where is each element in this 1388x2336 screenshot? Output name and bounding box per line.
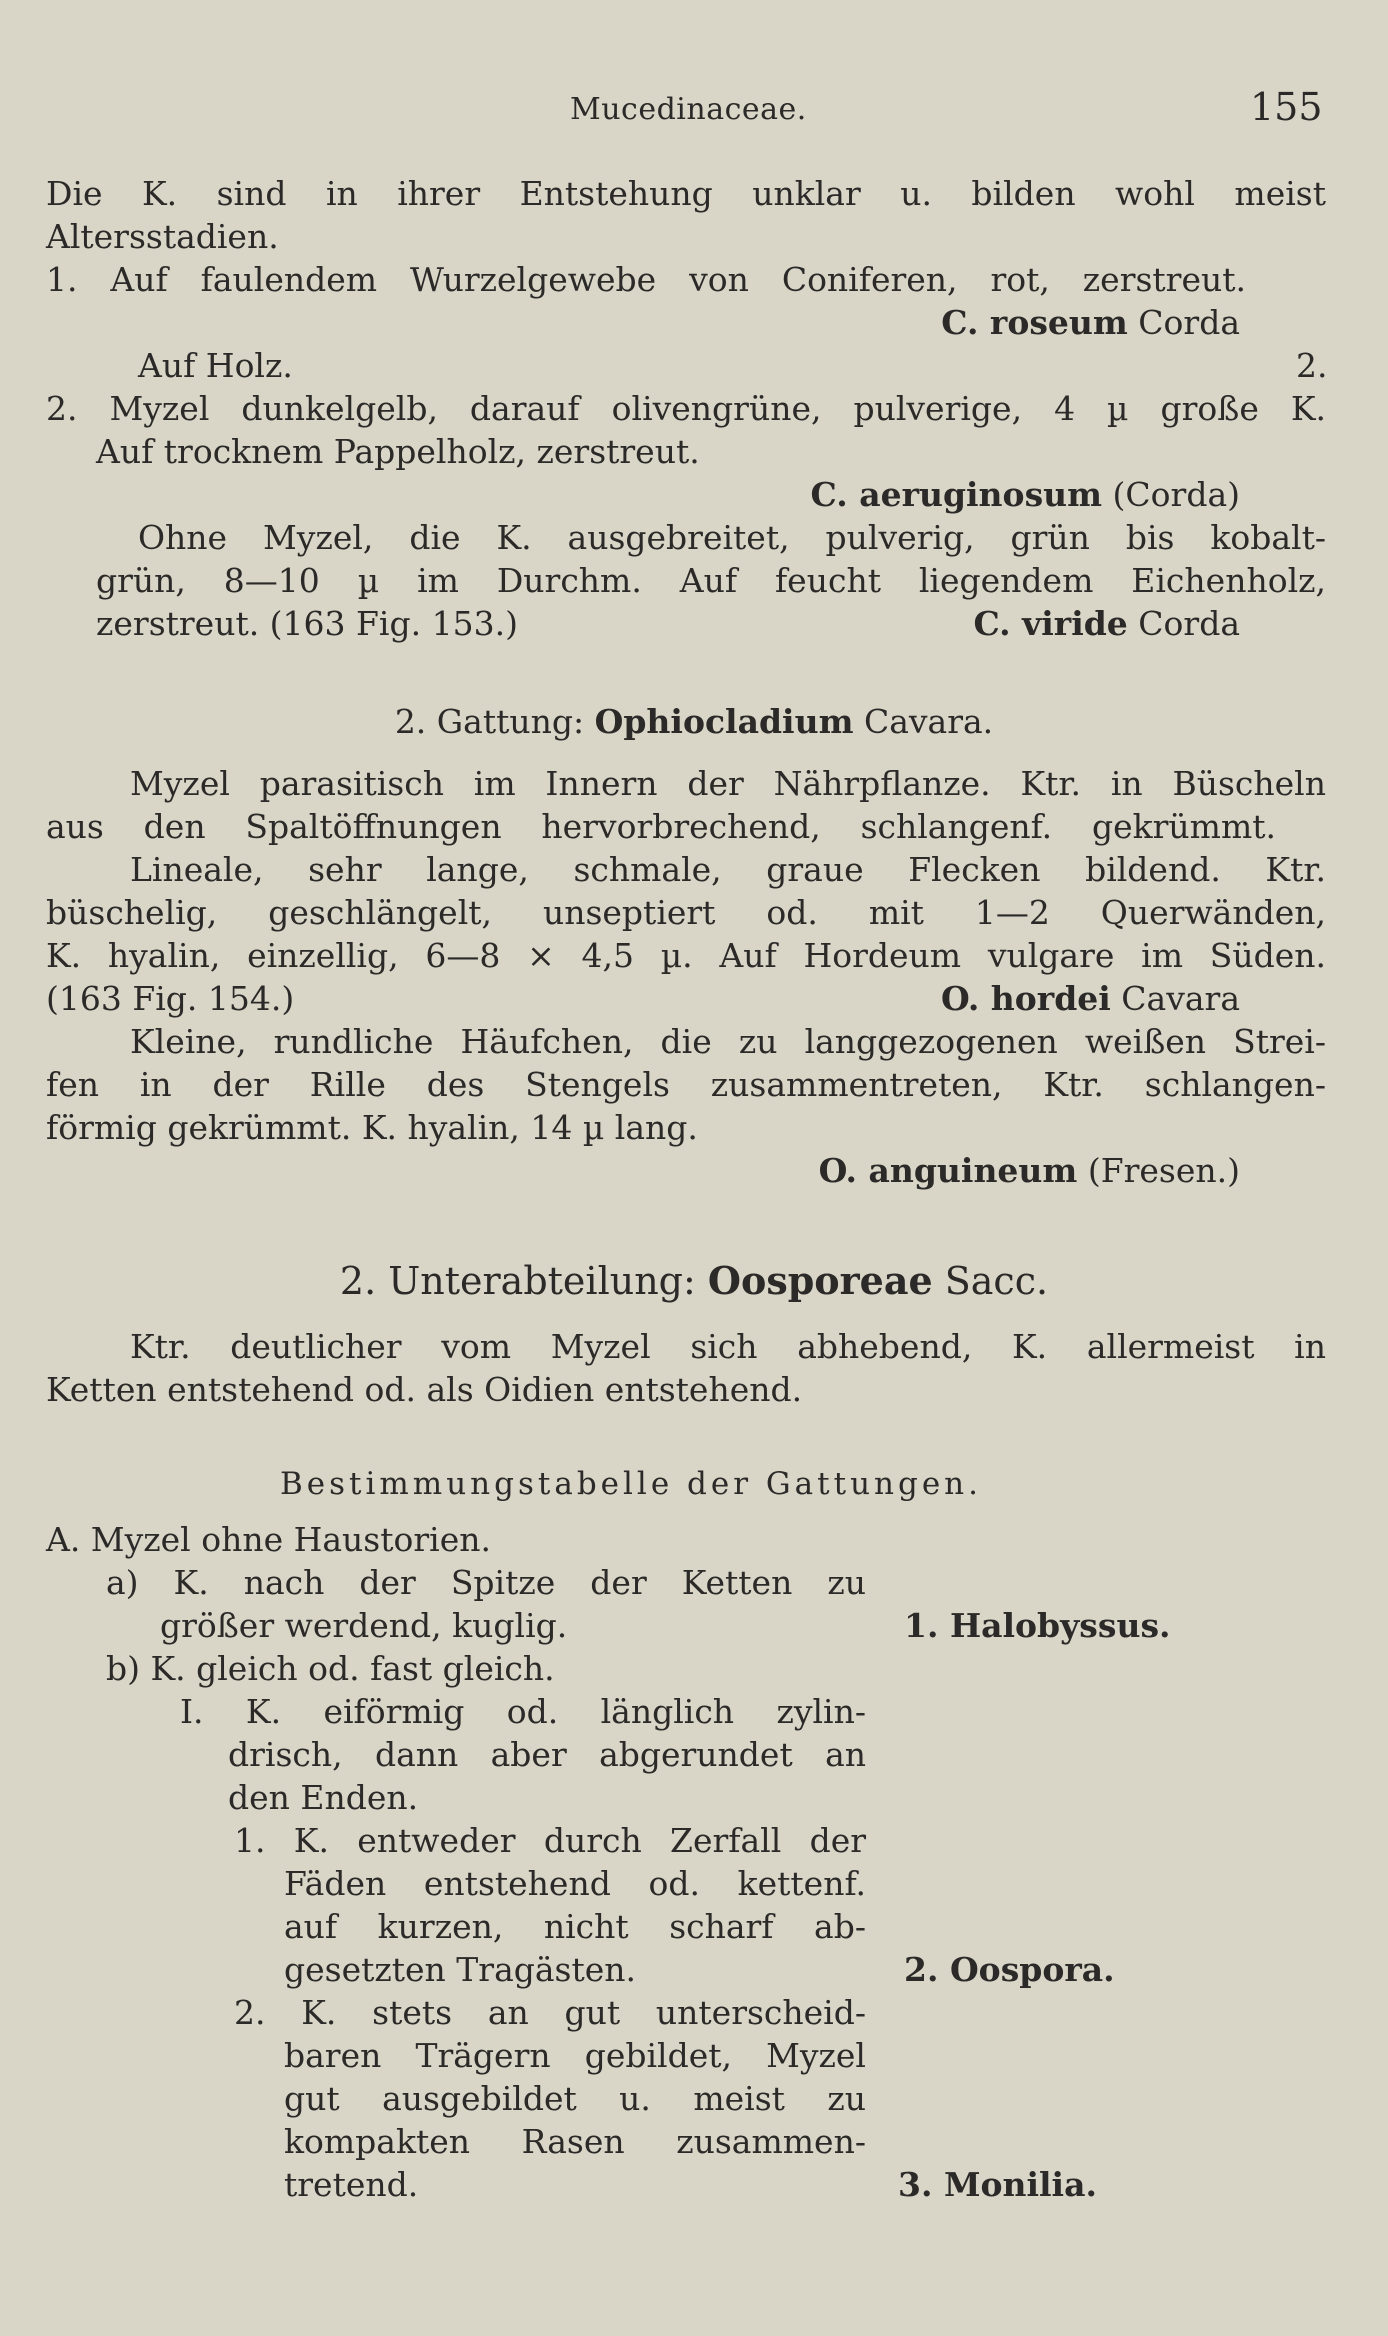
text-line: Lineale, sehr lange, schmale, graue Flecken bildend. Ktr. [130, 850, 1326, 889]
text-line: 1. Auf faulendem Wurzelgewebe von Coniferen, rot, zerstreut. [46, 260, 1246, 299]
key-result: 1. Halobyssus. [904, 1606, 1171, 1645]
text-line: Altersstadien. [46, 217, 279, 256]
text-line: (163 Fig. 154.) [46, 979, 295, 1018]
text-line: Ktr. deutlicher vom Myzel sich abhebend, K. allermeist in [130, 1327, 1326, 1366]
species-author: (Corda) [1102, 475, 1240, 514]
key-entry: kompakten Rasen zusammen- [284, 2122, 866, 2161]
genus-name: Ophiocladium [594, 702, 854, 741]
species-author: Cavara [1110, 979, 1240, 1018]
text-line: aus den Spaltöffnungen hervorbrechend, schlangenf. gekrümmt. [46, 807, 1276, 846]
subdivision-author: Sacc. [932, 1259, 1049, 1303]
text-line: Ohne Myzel, die K. ausgebreitet, pulverig, grün bis kobalt- [138, 518, 1326, 557]
text-line: grün, 8—10 µ im Durchm. Auf feucht liegendem Eichenholz, [96, 561, 1326, 600]
key-result: 3. Monilia. [898, 2165, 1097, 2204]
species-author: Corda [1127, 303, 1240, 342]
text-line: Ketten entstehend od. als Oidien entstehend. [46, 1370, 803, 1409]
text-line: fen in der Rille des Stengels zusammentreten, Ktr. schlangen- [46, 1065, 1326, 1104]
species-name-bold: C. viride [973, 604, 1128, 643]
text-line: K. hyalin, einzellig, 6—8 × 4,5 µ. Auf Hordeum vulgare im Süden. [46, 936, 1326, 975]
species-name-bold: C. roseum [941, 303, 1128, 342]
species-name [700, 1149, 1240, 1192]
species-author: Corda [1127, 604, 1240, 643]
genus-heading-number: 2. Gattung: [394, 702, 595, 741]
running-title: Mucedinaceae. [570, 92, 807, 127]
species-name [700, 301, 1240, 344]
genus-heading [0, 700, 1388, 743]
key-table-title: Bestimmungstabelle der Gattungen. [280, 1466, 983, 1502]
key-reference: 2. [1296, 346, 1328, 385]
key-entry: 1. K. entweder durch Zerfall der [234, 1821, 866, 1860]
text-line: 2. Myzel dunkelgelb, darauf olivengrüne, pulverige, 4 µ große K. [46, 389, 1326, 428]
key-entry: baren Trägern gebildet, Myzel [284, 2036, 866, 2075]
species-name-bold: O. anguineum [818, 1151, 1078, 1190]
text-line: Auf trocknem Pappelholz, zerstreut. [96, 432, 700, 471]
key-entry: I. K. eiförmig od. länglich zylin- [180, 1692, 866, 1731]
key-entry: Fäden entstehend od. kettenf. [284, 1864, 866, 1903]
key-entry: größer werdend, kuglig. [160, 1606, 568, 1645]
key-entry: A. Myzel ohne Haustorien. [46, 1520, 491, 1559]
key-result: 2. Oospora. [904, 1950, 1115, 1989]
species-name-bold: C. aeruginosum [810, 475, 1103, 514]
species-name-bold: O. hordei [941, 979, 1111, 1018]
species-name [700, 977, 1240, 1020]
subdivision-name: Oosporeae [707, 1258, 933, 1303]
subdivision-heading [0, 1256, 1388, 1306]
key-entry: b) K. gleich od. fast gleich. [106, 1649, 555, 1688]
key-entry: 2. K. stets an gut unterscheid- [234, 1993, 866, 2032]
text-line: Myzel parasitisch im Innern der Nährpflanze. Ktr. in Büscheln [130, 764, 1326, 803]
genus-author: Cavara. [853, 702, 994, 741]
text-line: Auf Holz. [138, 346, 293, 385]
key-entry: drisch, dann aber abgerundet an [228, 1735, 866, 1774]
species-author: (Fresen.) [1077, 1151, 1240, 1190]
species-name [700, 602, 1240, 645]
key-entry: den Enden. [228, 1778, 419, 1817]
key-entry: gut ausgebildet u. meist zu [284, 2079, 866, 2118]
page-number: 155 [1250, 85, 1323, 129]
species-name [700, 473, 1240, 516]
key-entry: auf kurzen, nicht scharf ab- [284, 1907, 866, 1946]
key-entry: gesetzten Tragästen. [284, 1950, 637, 1989]
text-line: förmig gekrümmt. K. hyalin, 14 µ lang. [46, 1108, 698, 1147]
subdivision-heading-number: 2. Unterabteilung: [339, 1259, 708, 1303]
text-line: büschelig, geschlängelt, unseptiert od. mit 1—2 Querwänden, [46, 893, 1326, 932]
text-line: zerstreut. (163 Fig. 153.) [96, 604, 518, 643]
text-line: Kleine, rundliche Häufchen, die zu langgezogenen weißen Strei- [130, 1022, 1326, 1061]
text-line: Die K. sind in ihrer Entstehung unklar u. bilden wohl meist [46, 174, 1326, 213]
key-entry: a) K. nach der Spitze der Ketten zu [106, 1563, 866, 1602]
key-entry: tretend. [284, 2165, 419, 2204]
